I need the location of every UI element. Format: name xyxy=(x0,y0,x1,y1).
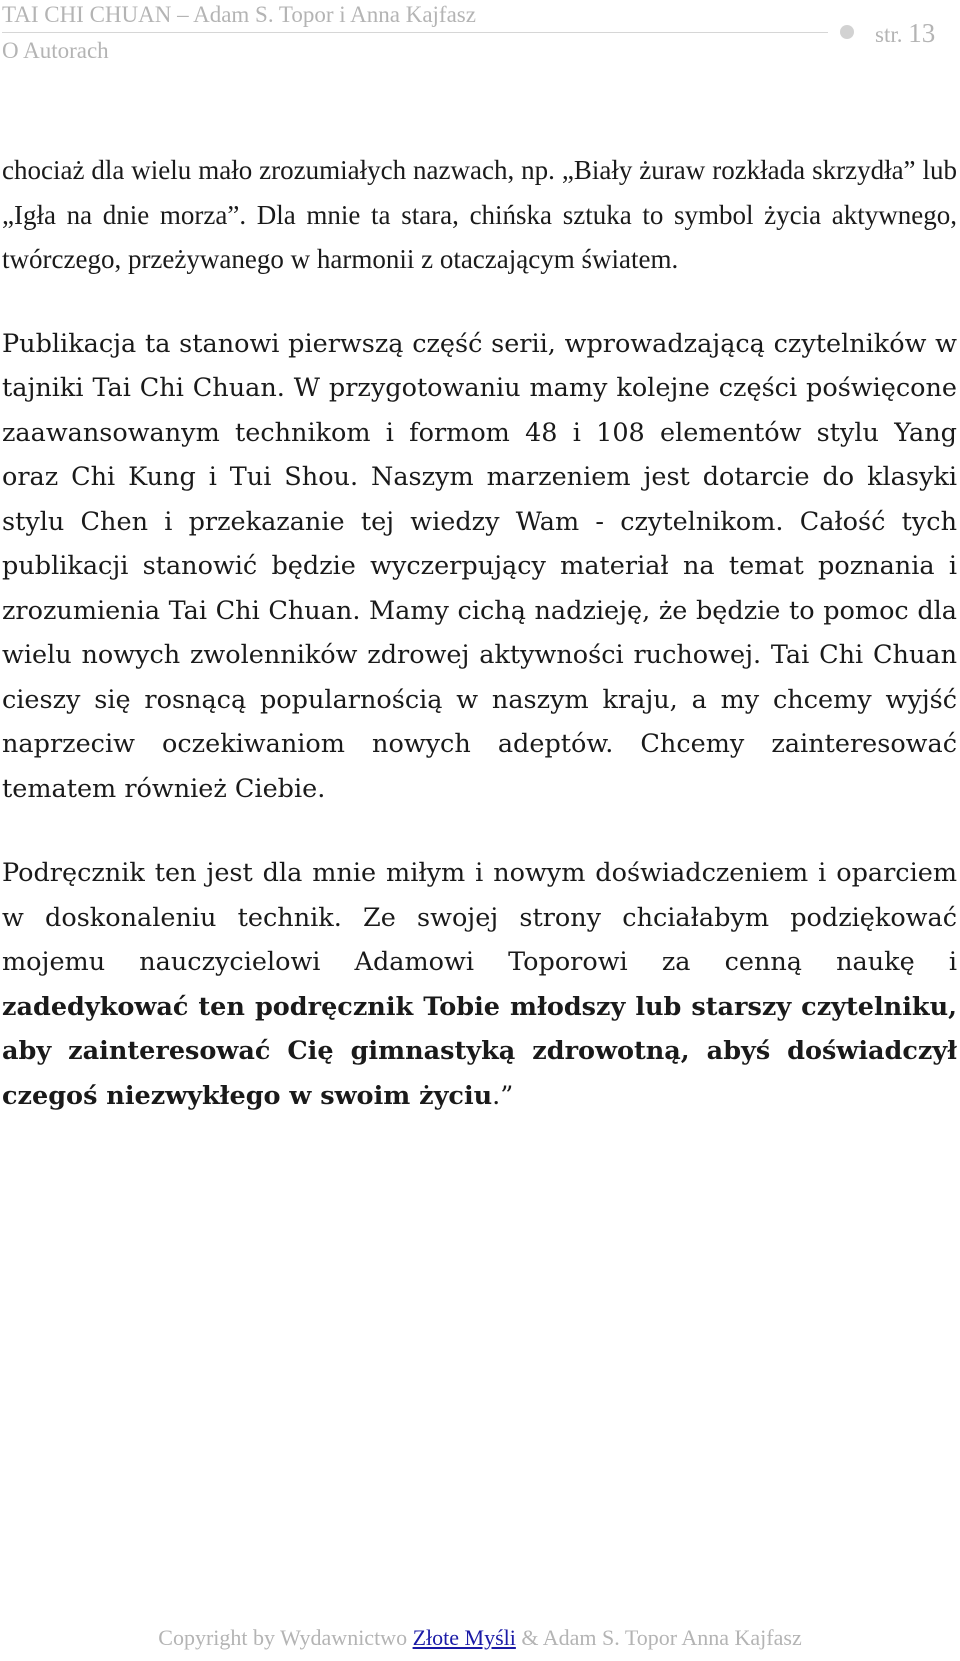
page-number-value: 13 xyxy=(908,18,936,48)
page-header xyxy=(0,0,960,80)
page-footer xyxy=(0,1625,960,1651)
paragraph-3-text: Podręcznik ten jest dla mnie miłym i nowym doświadczeniem i oparciem w doskonaleniu technik. Ze swojej strony chciałabym podziękować mojemu nauczycielowi Adamowi Toporowi za cenną naukę i xyxy=(2,858,957,977)
footer-prefix: Copyright by Wydawnictwo xyxy=(158,1625,413,1650)
page-number xyxy=(875,18,935,49)
paragraph-2: Publikacja ta stanowi pierwszą część serii, wprowadzającą czytelników w tajniki Tai Chi Chuan. W przygotowaniu mamy kolejne części poświęcone zaawansowanym technikom i formom 48 i 108 elementów stylu Yang oraz Chi Kung i Tui Shou. Naszym marzeniem jest dotarcie do klasyki stylu Chen i przekazanie tej wiedzy Wam - czytelnikom. Całość tych publikacji stanowić będzie wyczerpujący materiał na temat poznania i zrozumienia Tai Chi Chuan. Mamy cichą nadzieję, że będzie to pomoc dla wielu nowych zwolenników zdrowej aktywności ruchowej. Tai Chi Chuan cieszy się rosnącą popularnością w naszym kraju, a my chcemy wyjść naprzeciw oczekiwaniom nowych adeptów. Chcemy zainteresować tematem również Ciebie. xyxy=(2,328,957,804)
paragraph-3-end: .” xyxy=(492,1080,514,1111)
paragraph-1: chociaż dla wielu mało zrozumiałych nazwach, np. „Biały żuraw rozkłada skrzydła” lub „Igła na dnie morza”. Dla mnie ta stara, chińska sztuka to symbol życia aktywnego, twórczego, przeżywanego w harmonii z otaczającym światem. xyxy=(2,155,957,274)
publisher-link[interactable]: Złote Myśli xyxy=(412,1625,516,1650)
running-title: TAI CHI CHUAN – Adam S. Topor i Anna Kajfasz xyxy=(2,2,476,27)
paragraph-3 xyxy=(2,851,957,1118)
footer-suffix: & Adam S. Topor Anna Kajfasz xyxy=(515,1625,802,1650)
header-divider xyxy=(2,32,828,33)
section-title: O Autorach xyxy=(2,38,109,63)
page-number-label: str. xyxy=(875,22,903,47)
page-body xyxy=(2,148,957,1158)
bullet-icon xyxy=(840,25,854,39)
dedication-bold-text: zadedykować ten podręcznik Tobie młodszy lub starszy czytelniku, aby zainteresować Cię gimnastyką zdrowotną, abyś doświadczył czegoś niezwykłego w swoim życiu xyxy=(2,991,957,1111)
